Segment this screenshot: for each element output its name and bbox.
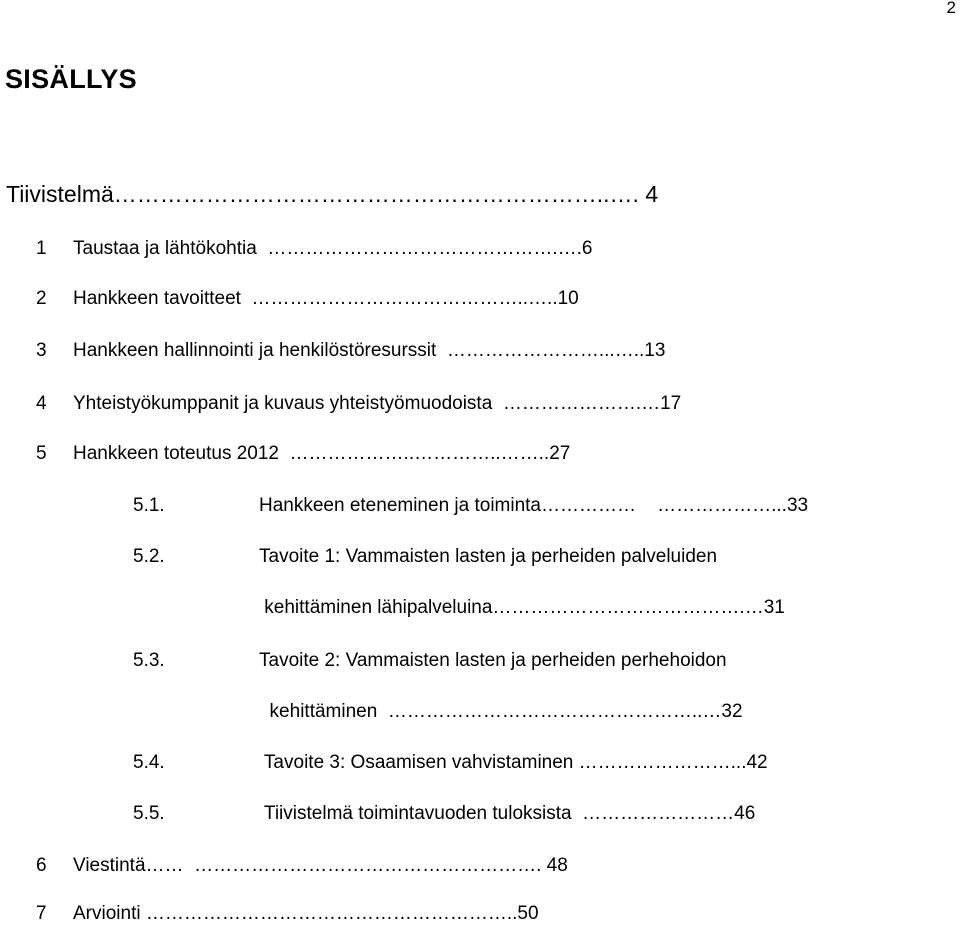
toc-entry-2[interactable] xyxy=(36,288,579,310)
toc-entry-5-2[interactable] xyxy=(133,546,718,568)
toc-entry-5-5[interactable] xyxy=(133,803,756,825)
toc-entry-5-3[interactable] xyxy=(133,650,727,672)
toc-entry-text: Hankkeen hallinnointi ja henkilöstöresurssit ……………………...…..13 xyxy=(73,340,666,361)
toc-entry-number: 5.5. xyxy=(133,803,165,824)
toc-entry-number: 5.1. xyxy=(133,495,165,516)
toc-entry-3[interactable] xyxy=(36,340,666,362)
toc-entry-text: Hankkeen tavoitteet ……………………………………..…..10 xyxy=(73,288,579,309)
toc-entry-number: 5.4. xyxy=(133,752,165,773)
toc-entry-5-2-continued[interactable] xyxy=(259,597,785,619)
toc-entry-number: 6 xyxy=(36,855,47,876)
toc-entry-text: Viestintä…… ………………………………………………. 48 xyxy=(73,855,568,876)
toc-entry-text: kehittäminen …………………………………………..…32 xyxy=(259,701,743,722)
toc-entry-number: 2 xyxy=(36,288,47,309)
toc-entry-5[interactable] xyxy=(36,443,571,465)
toc-entry-text: kehittäminen lähipalveluina………………………………….…31 xyxy=(259,597,785,618)
toc-entry-5-1[interactable] xyxy=(133,495,809,517)
toc-entry-number: 1 xyxy=(36,238,47,259)
toc-entry-text: Taustaa ja lähtökohtia ……………………………………….….6 xyxy=(73,238,593,259)
toc-entry-text: Hankkeen eteneminen ja toiminta…………… ………………...33 xyxy=(259,495,809,516)
toc-entry-number: 7 xyxy=(36,903,47,924)
toc-entry-text: Yhteistyökumppanit ja kuvaus yhteistyömuodoista ………………….…17 xyxy=(73,393,682,414)
page-number: 2 xyxy=(946,0,956,17)
toc-entry-number: 5 xyxy=(36,443,47,464)
toc-entry-number: 4 xyxy=(36,393,47,414)
toc-entry-number: 5.3. xyxy=(133,650,165,671)
toc-entry-4[interactable] xyxy=(36,393,682,415)
toc-entry-text: Tavoite 1: Vammaisten lasten ja perheiden palveluiden xyxy=(259,546,718,567)
toc-entry-number: 3 xyxy=(36,340,47,361)
toc-entry-1[interactable] xyxy=(36,238,593,260)
toc-entry-text: Tiivistelmä toimintavuoden tuloksista ……………………46 xyxy=(259,803,756,824)
toc-entry-5-3-continued[interactable] xyxy=(259,701,743,723)
toc-heading: SISÄLLYS xyxy=(5,64,137,94)
toc-entry-text: Tavoite 2: Vammaisten lasten ja perheiden perhehoidon xyxy=(259,650,727,671)
toc-entry-summary[interactable]: Tiivistelmä………………………………………………………..…. 4 xyxy=(6,181,659,207)
toc-entry-number: 5.2. xyxy=(133,546,165,567)
toc-entry-text: Tavoite 3: Osaamisen vahvistaminen ……………………...42 xyxy=(259,752,768,773)
toc-entry-6[interactable] xyxy=(36,855,568,877)
toc-entry-text: Arviointi …………………………………………………..50 xyxy=(73,903,539,924)
toc-entry-5-4[interactable] xyxy=(133,752,768,774)
toc-entry-7[interactable] xyxy=(36,903,539,925)
toc-entry-text: Hankkeen toteutus 2012 ………………..…………..……..27 xyxy=(73,443,571,464)
